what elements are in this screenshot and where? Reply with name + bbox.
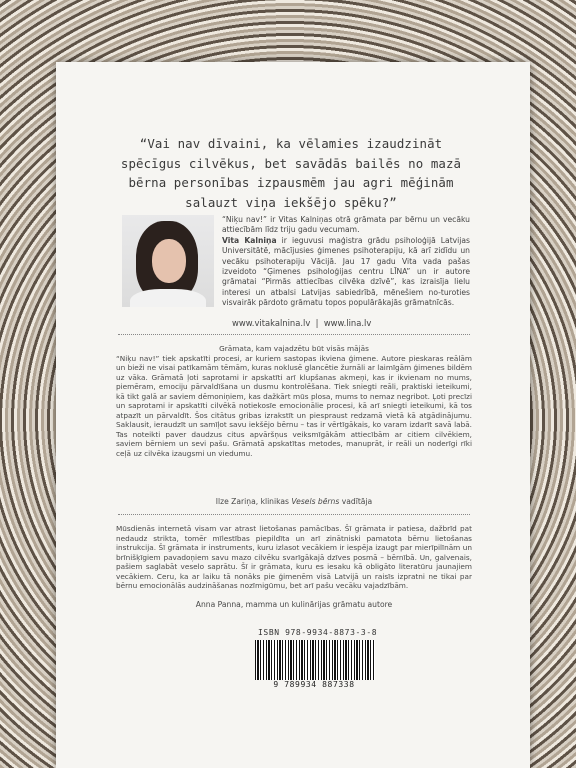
bio-lead: “Niķu nav!” ir Vitas Kalniņas otrā grāmata par bērnu un vecāku attiecībām līdz triju gadu vecumam. — [222, 215, 470, 235]
review-1-body: “Niķu nav!” tiek apskatīti procesi, ar kuriem sastopas ikviena ģimene. Autore pieskaras reālām un bieži ne visai patīkamām tēmām, kuras noklusē glancētie žurnāli ar laimīgām ģimenes bildēm uz vāka. Grāmatā ļoti saprotami ir apskatīti arī klupšanas akmeņi, kas ir ikvienam no mums, piemēram, emociju pārvaldīšana un dusmu kontrolēšana. Tiek sniegti reāli, praktiski ieteikumi, kā tikt galā ar saviem dēmoniņiem, kas dažkārt mūs plosa, mums to nemaz negribot. Ļoti precīzi un saprotami ir apskatīti cilvēkā notiekosīe emocionālie procesi, kā arī sniegti ieteikumi, kā tos atpazīt un pārvaldīt. Šos citātus gribas izrakstīt un piespraust redzamā vietā kā atgādinājumu. Saklausit, ieraudzīt un samīļot savu iekšējo bērnu – tas ir vērtīgākais, ko varam izdarīt savā labā. Tas noteikti paver daudzus citus apvāršņus veiksmīgākām attiecībām ar citiem cilvēkiem, saviem bērniem un sevi pašu. Grāmatā apskatītas metodes, manuprāt, ir reāli un noderīgi rīki ceļā uz cilvēka izaugsmi un viedumu. — [116, 353, 472, 458]
link-lina: www.lina.lv — [323, 318, 372, 328]
divider — [118, 514, 470, 515]
review-2 — [116, 524, 472, 591]
barcode-number: 9 789934 887338 — [273, 680, 355, 689]
cover-quote: “Vai nav dīvaini, ka vēlamies izaudzināt spēcīgus cilvēkus, bet savādās bailēs no mazā bērna personības izpausmēm jau agri mēģinām salauzt viņa iekšējo spēku?” — [120, 136, 462, 210]
author-bio — [222, 215, 470, 309]
author-photo — [122, 215, 214, 307]
link-separator: | — [315, 318, 319, 328]
isbn-label: ISBN 978-9934-8873-3-8 — [258, 628, 378, 637]
review-2-body: Mūsdienās internetā visam var atrast lietošanas pamācības. Šī grāmata ir patiesa, dažbrīd pat nedaudz strikta, tomēr mīlestības piepildīta un arī zinātniski pamatota bērnu lietošanas instrukcija. Šī grāmata ir instruments, kuru izlasot vecākiem ir iespēja izaugt par mierīpilīnām un brīnišķīgiem pavadoņiem savu mazo cilvēku svarīgākajā dzīves posmā – bērnībā. Un, galvenais, pašiem saglabāt veselo saprātu. Šī ir grāmata, kuru es iesaku kā obligāto literatūru jaunajiem vecākiem. Ceru, ka ar laiku tā nonāks pie ģimenēm visā Latvijā un raisīs izpratni ne tikai par bērnu emocionālās audzināšanas nozīmigūmu, bet arī pašu vecāku vajadzībām. — [116, 524, 472, 590]
review-1 — [116, 344, 472, 458]
author-name: Vita Kalniņa — [222, 235, 277, 245]
bio-text: ir ieguvusi maģistra grādu psiholoģijā Latvijas Universitātē, mācījusies ģimenes psihoterapiju, kā arī zidīdu un vecāku psihoterapiju Vācijā. Jau 17 gadu Vita vada pašas izveidoto “Ģimenes psiholoģijas centru LĪNA” un ir autore grāmatai “Pirmās attiecības cilvēka dzīvē”, kas izraisīja lielu interesi un atbalsi Latvijas sabiedrībā, mēnešiem no-turoties visvairāk pārdoto grāmatu topos populārākajās grāmatnīcās. — [222, 235, 470, 308]
link-vitakalnina: www.vitakalnina.lv — [232, 318, 311, 328]
review-2-signature: Anna Panna, mamma un kulinārijas grāmatu autore — [195, 600, 393, 609]
author-links — [232, 318, 432, 328]
divider — [118, 334, 470, 335]
barcode — [255, 640, 375, 680]
review-1-heading: Grāmata, kam vajadzētu būt visās mājās — [219, 344, 369, 353]
review-1-signature: Ilze Zariņa, klinikas Vesels bērns vadītāja — [215, 497, 373, 506]
